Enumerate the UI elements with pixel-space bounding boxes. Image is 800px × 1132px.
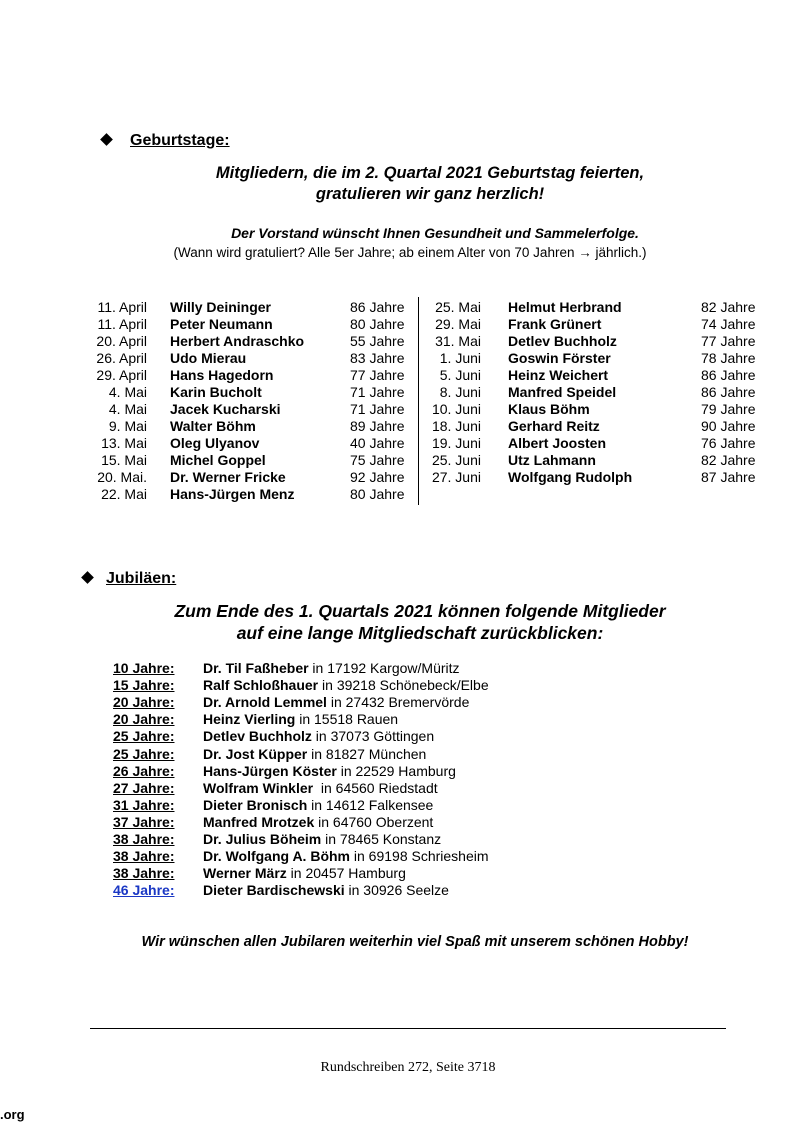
birthday-age: 90 Jahre (701, 418, 756, 434)
jubilee-member (203, 848, 489, 865)
birthday-age: 76 Jahre (701, 435, 756, 451)
birthday-date: 9. Mai (108, 418, 147, 434)
birthday-name: Udo Mierau (170, 350, 247, 366)
birthday-age: 82 Jahre (701, 452, 756, 468)
jubilee-row (113, 865, 673, 882)
birthday-row (0, 316, 800, 333)
birthday-date: 25. Mai (435, 299, 481, 315)
jubilees-headline-line2: auf eine lange Mitgliedschaft zurückblicken: (236, 623, 604, 643)
jubilee-name: Dr. Julius Böheim (203, 831, 322, 847)
closing-wish: Wir wünschen allen Jubilaren weiterhin viel Spaß mit unserem schönen Hobby! (141, 934, 689, 950)
jubilee-place: in 64560 Riedstadt (313, 779, 438, 796)
birthday-name: Albert Joosten (508, 435, 607, 451)
birthdays-headline-line1: Mitgliedern, die im 2. Quartal 2021 Geburtstag feierten, (215, 164, 645, 182)
jubilee-place: in 81827 München (307, 745, 427, 762)
birthday-date: 25. Juni (431, 452, 481, 468)
jubilee-row (113, 848, 673, 865)
jubilee-place: in 27432 Bremervörde (326, 694, 470, 711)
birthday-name: Manfred Speidel (508, 384, 617, 400)
jubilee-row (113, 797, 673, 814)
jubilee-name: Heinz Vierling (203, 711, 296, 728)
birthday-name: Jacek Kucharski (170, 401, 281, 417)
birthday-age: 80 Jahre (350, 486, 405, 502)
birthday-row (0, 401, 800, 418)
bullet-diamond-icon (100, 133, 113, 146)
jubilee-member (203, 763, 456, 780)
birthday-age: 74 Jahre (701, 316, 756, 332)
birthday-date: 20. April (96, 333, 147, 349)
birthday-date: 31. Mai (435, 333, 481, 349)
birthday-age: 87 Jahre (701, 469, 756, 485)
jubilee-place: in 15518 Rauen (295, 711, 399, 728)
jubilee-name: Dieter Bronisch (203, 796, 308, 813)
jubilee-place: in 78465 Konstanz (321, 831, 442, 847)
birthday-date: 1. Juni (439, 350, 481, 366)
birthday-age: 89 Jahre (350, 418, 405, 434)
jubilee-row (113, 660, 673, 677)
birthday-name: Karin Bucholt (170, 384, 262, 400)
footer-divider (90, 1028, 726, 1029)
birthday-age: 80 Jahre (350, 316, 405, 332)
jubilee-years: 38 Jahre: (113, 831, 175, 847)
jubilees-heading: Jubiläen: (106, 570, 177, 587)
jubilee-place: in 22529 Hamburg (336, 762, 456, 779)
jubilee-member (203, 711, 398, 728)
birthday-age: 71 Jahre (350, 384, 405, 400)
jubilee-years: 20 Jahre: (113, 711, 175, 728)
birthday-row (0, 367, 800, 384)
birthday-row (0, 469, 800, 486)
birthday-row (0, 333, 800, 350)
birthday-date: 4. Mai (108, 384, 147, 400)
jubilee-member (203, 694, 469, 711)
jubilee-years: 27 Jahre: (113, 779, 175, 796)
jubilee-member (203, 728, 434, 745)
jubilee-years: 31 Jahre: (113, 796, 175, 813)
rule-note: (Wann wird gratuliert? Alle 5er Jahre; ab einem Alter von 70 Jahren → jährlich.) (173, 245, 647, 260)
jubilee-years: 26 Jahre: (113, 762, 175, 779)
birthday-name: Peter Neumann (170, 316, 273, 332)
birthday-age: 92 Jahre (350, 469, 405, 485)
page-reference: Rundschreiben 272, Seite 3718 (320, 1060, 496, 1075)
birthday-date: 18. Juni (431, 418, 481, 434)
jubilee-name: Dr. Arnold Lemmel (203, 694, 327, 711)
jubilee-name: Manfred Mrotzek (203, 813, 315, 830)
birthday-row (0, 384, 800, 401)
jubilee-row (113, 882, 673, 899)
birthday-name: Gerhard Reitz (508, 418, 600, 434)
jubilee-years: 25 Jahre: (113, 728, 175, 745)
birthday-name: Michel Goppel (170, 452, 266, 468)
birthday-row (0, 418, 800, 435)
birthday-name: Hans Hagedorn (170, 367, 274, 383)
birthday-age: 86 Jahre (701, 384, 756, 400)
birthday-age: 40 Jahre (350, 435, 405, 451)
jubilee-years: 15 Jahre: (113, 677, 175, 694)
jubilee-member (203, 865, 406, 882)
jubilee-member (203, 797, 433, 814)
corner-url-fragment: .org (0, 1107, 25, 1122)
birthdays-headline-line2: gratulieren wir ganz herzlich! (315, 185, 545, 203)
jubilee-name: Dr. Jost Küpper (203, 745, 308, 762)
jubilee-years: 37 Jahre: (113, 813, 175, 830)
jubilee-place: in 20457 Hamburg (286, 865, 406, 882)
birthday-row (0, 299, 800, 316)
jubilee-name: Wolfram Winkler (203, 779, 314, 796)
birthday-date: 27. Juni (431, 469, 481, 485)
jubilee-member (203, 814, 433, 831)
birthdays-heading: Geburtstage: (130, 132, 230, 149)
birthday-name: Heinz Weichert (508, 367, 609, 383)
birthday-row (0, 486, 800, 503)
jubilee-years: 20 Jahre: (113, 694, 175, 711)
birthday-age: 79 Jahre (701, 401, 756, 417)
birthday-age: 77 Jahre (701, 333, 756, 349)
jubilee-place: in 39218 Schönebeck/Elbe (318, 677, 489, 694)
board-wish: Der Vorstand wünscht Ihnen Gesundheit und Sammelerfolge. (231, 225, 639, 241)
jubilee-row (113, 711, 673, 728)
jubilee-years: 38 Jahre: (113, 865, 175, 882)
birthday-row (0, 435, 800, 452)
birthday-date: 29. April (96, 367, 147, 383)
jubilee-row (113, 831, 673, 848)
jubilees-headline (90, 600, 750, 644)
birthday-date: 5. Juni (439, 367, 481, 383)
jubilee-row (113, 763, 673, 780)
birthdays-headline (100, 163, 760, 205)
birthday-date: 11. April (97, 299, 147, 315)
jubilee-place: in 14612 Falkensee (307, 796, 434, 813)
jubilee-years: 25 Jahre: (113, 745, 175, 762)
birthday-age: 55 Jahre (350, 333, 405, 349)
birthday-name: Dr. Werner Fricke (170, 469, 286, 485)
jubilee-row (113, 728, 673, 745)
birthday-name: Helmut Herbrand (508, 299, 622, 315)
jubilee-member (203, 660, 460, 677)
birthday-date: 19. Juni (431, 435, 481, 451)
bullet-diamond-icon (81, 571, 94, 584)
birthday-age: 71 Jahre (350, 401, 405, 417)
birthday-date: 20. Mai. (97, 469, 147, 485)
birthday-name: Klaus Böhm (508, 401, 590, 417)
jubilee-place: in 17192 Kargow/Müritz (308, 660, 460, 676)
birthday-age: 82 Jahre (701, 299, 756, 315)
jubilee-place: in 69198 Schriesheim (350, 848, 489, 865)
birthday-date: 26. April (96, 350, 147, 366)
birthday-date: 22. Mai (101, 486, 147, 502)
jubilee-row (113, 694, 673, 711)
birthday-date: 8. Juni (439, 384, 481, 400)
jubilee-member (203, 746, 426, 763)
birthday-age: 83 Jahre (350, 350, 405, 366)
jubilee-place: in 37073 Göttingen (311, 728, 435, 745)
jubilee-member (203, 677, 489, 694)
birthday-name: Oleg Ulyanov (170, 435, 260, 451)
jubilee-member (203, 780, 438, 797)
birthday-age: 77 Jahre (350, 367, 405, 383)
jubilee-years-link[interactable]: 46 Jahre: (113, 882, 175, 899)
birthday-date: 13. Mai (101, 435, 147, 451)
birthday-row (0, 350, 800, 367)
jubilee-name: Dieter Bardischewski (203, 882, 345, 899)
birthday-date: 10. Juni (431, 401, 481, 417)
birthday-name: Goswin Förster (508, 350, 611, 366)
birthday-date: 11. April (97, 316, 147, 332)
jubilee-name: Werner März (203, 865, 287, 882)
birthday-date: 4. Mai (108, 401, 147, 417)
jubilee-member (203, 882, 449, 899)
jubilee-member (203, 831, 441, 848)
birthday-name: Hans-Jürgen Menz (170, 486, 295, 502)
column-divider (418, 297, 419, 505)
birthday-name: Detlev Buchholz (508, 333, 617, 349)
jubilee-place: in 30926 Seelze (344, 882, 449, 899)
jubilee-years: 38 Jahre: (113, 848, 175, 865)
jubilee-row (113, 780, 673, 797)
birthday-age: 75 Jahre (350, 452, 405, 468)
jubilees-headline-line1: Zum Ende des 1. Quartals 2021 können folgende Mitglieder (174, 601, 666, 621)
birthday-name: Willy Deininger (170, 299, 272, 315)
birthday-row (0, 452, 800, 469)
birthday-age: 86 Jahre (701, 367, 756, 383)
jubilee-name: Ralf Schloßhauer (203, 677, 319, 694)
jubilee-name: Dr. Wolfgang A. Böhm (203, 848, 350, 865)
jubilee-name: Dr. Til Faßheber (203, 660, 309, 676)
birthday-age: 86 Jahre (350, 299, 405, 315)
birthday-date: 15. Mai (101, 452, 147, 468)
birthday-name: Frank Grünert (508, 316, 602, 332)
jubilee-place: in 64760 Oberzent (314, 813, 434, 830)
birthday-name: Wolfgang Rudolph (508, 469, 633, 485)
birthday-name: Walter Böhm (170, 418, 256, 434)
jubilee-row (113, 746, 673, 763)
birthday-date: 29. Mai (435, 316, 481, 332)
jubilee-years: 10 Jahre: (113, 660, 175, 676)
jubilee-name: Detlev Buchholz (203, 728, 312, 745)
birthday-name: Utz Lahmann (508, 452, 596, 468)
birthday-name: Herbert Andraschko (170, 333, 305, 349)
jubilee-name: Hans-Jürgen Köster (203, 762, 337, 779)
birthday-age: 78 Jahre (701, 350, 756, 366)
jubilee-row (113, 677, 673, 694)
jubilee-row (113, 814, 673, 831)
